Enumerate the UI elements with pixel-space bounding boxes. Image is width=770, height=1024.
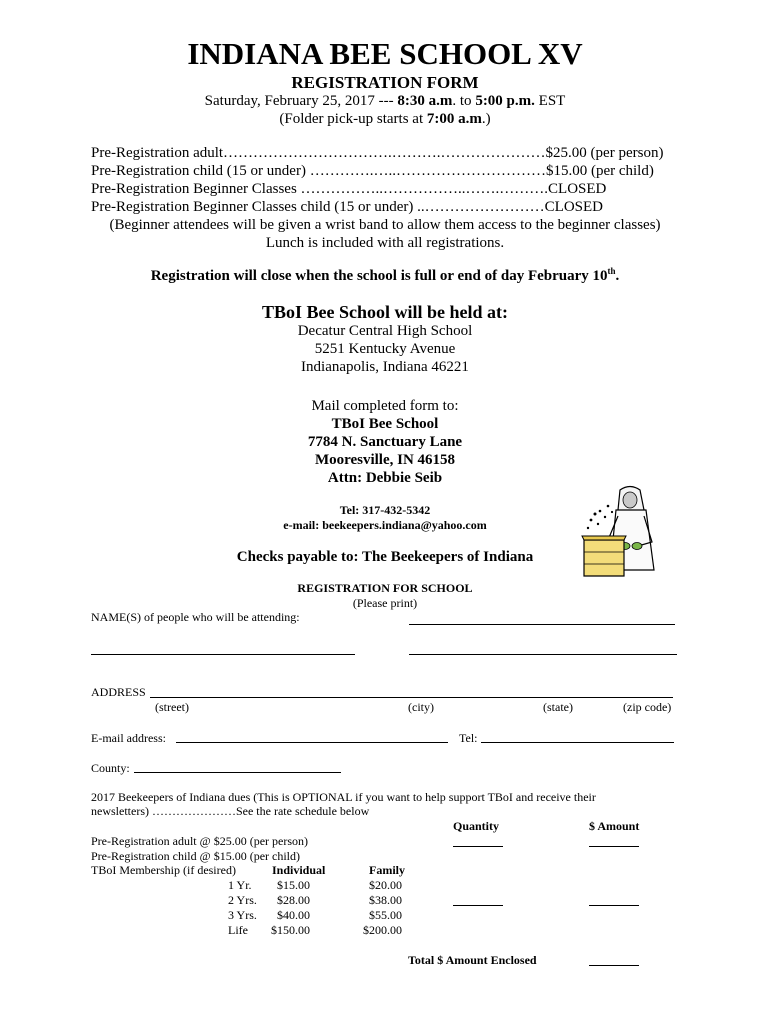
tel-input-line[interactable] [481,742,674,743]
rate-family: $200.00 [363,923,402,937]
email-label: E-mail address: [91,731,166,745]
address-zip: (zip code) [623,700,672,714]
rate-individual: $150.00 [271,923,310,937]
mail-line4: Attn: Debbie Seib [327,470,443,486]
rate-individual: $40.00 [277,908,310,922]
checks-payable: Checks payable to: The Beekeepers of Indiana [236,549,534,565]
name-input-line-1[interactable] [409,624,675,625]
address-street: (street) [155,700,189,714]
total-label: Total $ Amount Enclosed [408,953,537,967]
mail-line2: 7784 N. Sanctuary Lane [307,434,463,450]
price-beginner-child: Pre-Registration Beginner Classes child (15 or under) ..……………………CLOSED [91,199,604,215]
membership-amount-line[interactable] [589,905,639,906]
adult-amount-line[interactable] [589,846,639,847]
address-city: (city) [408,700,434,714]
price-adult: Pre-Registration adult…………………………….……….…………………$25.00 (per person) [91,145,664,161]
price-child: Pre-Registration child (15 or under) ………….…..…………………………$15.00 (per child) [91,163,654,179]
lunch-note: Lunch is included with all registrations. [265,235,505,251]
county-label: County: [91,761,130,775]
names-label: NAME(S) of people who will be attending: [91,610,300,624]
mail-intro: Mail completed form to: [311,398,459,414]
location-line1: Decatur Central High School [297,323,473,339]
mail-line1: TBoI Bee School [331,416,439,432]
location-line3: Indianapolis, Indiana 46221 [301,359,469,375]
contact-tel: Tel: 317-432-5342 [339,503,431,517]
print-note: (Please print) [352,596,418,610]
rate-individual: $15.00 [277,878,310,892]
name-input-line-3[interactable] [409,654,677,655]
mail-line3: Mooresville, IN 46158 [314,452,456,468]
county-input-line[interactable] [134,772,341,773]
close-notice: Registration will close when the school is full or end of day February 10th. [150,266,620,284]
address-input-line[interactable] [150,697,673,698]
form-heading: REGISTRATION FOR SCHOOL [297,581,473,595]
folder-pickup-note: (Folder pick-up starts at 7:00 a.m.) [279,111,491,127]
family-header: Family [369,863,405,877]
address-state: (state) [543,700,573,714]
dues-membership: TBoI Membership (if desired) [91,863,236,877]
address-label: ADDRESS [91,685,146,699]
wristband-note: (Beginner attendees will be given a wrist band to allow them access to the beginner classes) [109,217,661,233]
email-input-line[interactable] [176,742,448,743]
rate-term: Life [228,923,248,937]
page-title: INDIANA BEE SCHOOL XV [187,36,583,71]
total-amount-line[interactable] [589,965,639,966]
beekeeper-illustration [578,484,664,578]
membership-quantity-line[interactable] [453,905,503,906]
quantity-header: Quantity [453,819,500,833]
rate-term: 2 Yrs. [228,893,257,907]
dues-line2: newsletters) …………………See the rate schedule below [91,804,370,818]
dues-child: Pre-Registration child @ $15.00 (per child) [91,849,301,863]
form-subtitle: REGISTRATION FORM [291,73,479,92]
price-beginner: Pre-Registration Beginner Classes ……………..……………..…….……….CLOSED [91,181,607,197]
rate-term: 3 Yrs. [228,908,257,922]
contact-email: e-mail: beekeepers.indiana@yahoo.com [283,518,487,532]
location-heading: TBoI Bee School will be held at: [261,302,508,322]
dues-line1: 2017 Beekeepers of Indiana dues (This is OPTIONAL if you want to help support TBoI and receive their [91,790,596,804]
rate-term: 1 Yr. [228,878,252,892]
amount-header: $ Amount [589,819,640,833]
name-input-line-2[interactable] [91,654,355,655]
rate-family: $55.00 [369,908,402,922]
tel-label: Tel: [459,731,478,745]
individual-header: Individual [272,863,326,877]
event-date: Saturday, February 25, 2017 --- 8:30 a.m. to 5:00 p.m. EST [204,93,566,109]
adult-quantity-line[interactable] [453,846,503,847]
dues-adult: Pre-Registration adult @ $25.00 (per person) [91,834,309,848]
location-line2: 5251 Kentucky Avenue [314,341,456,357]
rate-family: $38.00 [369,893,402,907]
rate-family: $20.00 [369,878,402,892]
rate-individual: $28.00 [277,893,310,907]
